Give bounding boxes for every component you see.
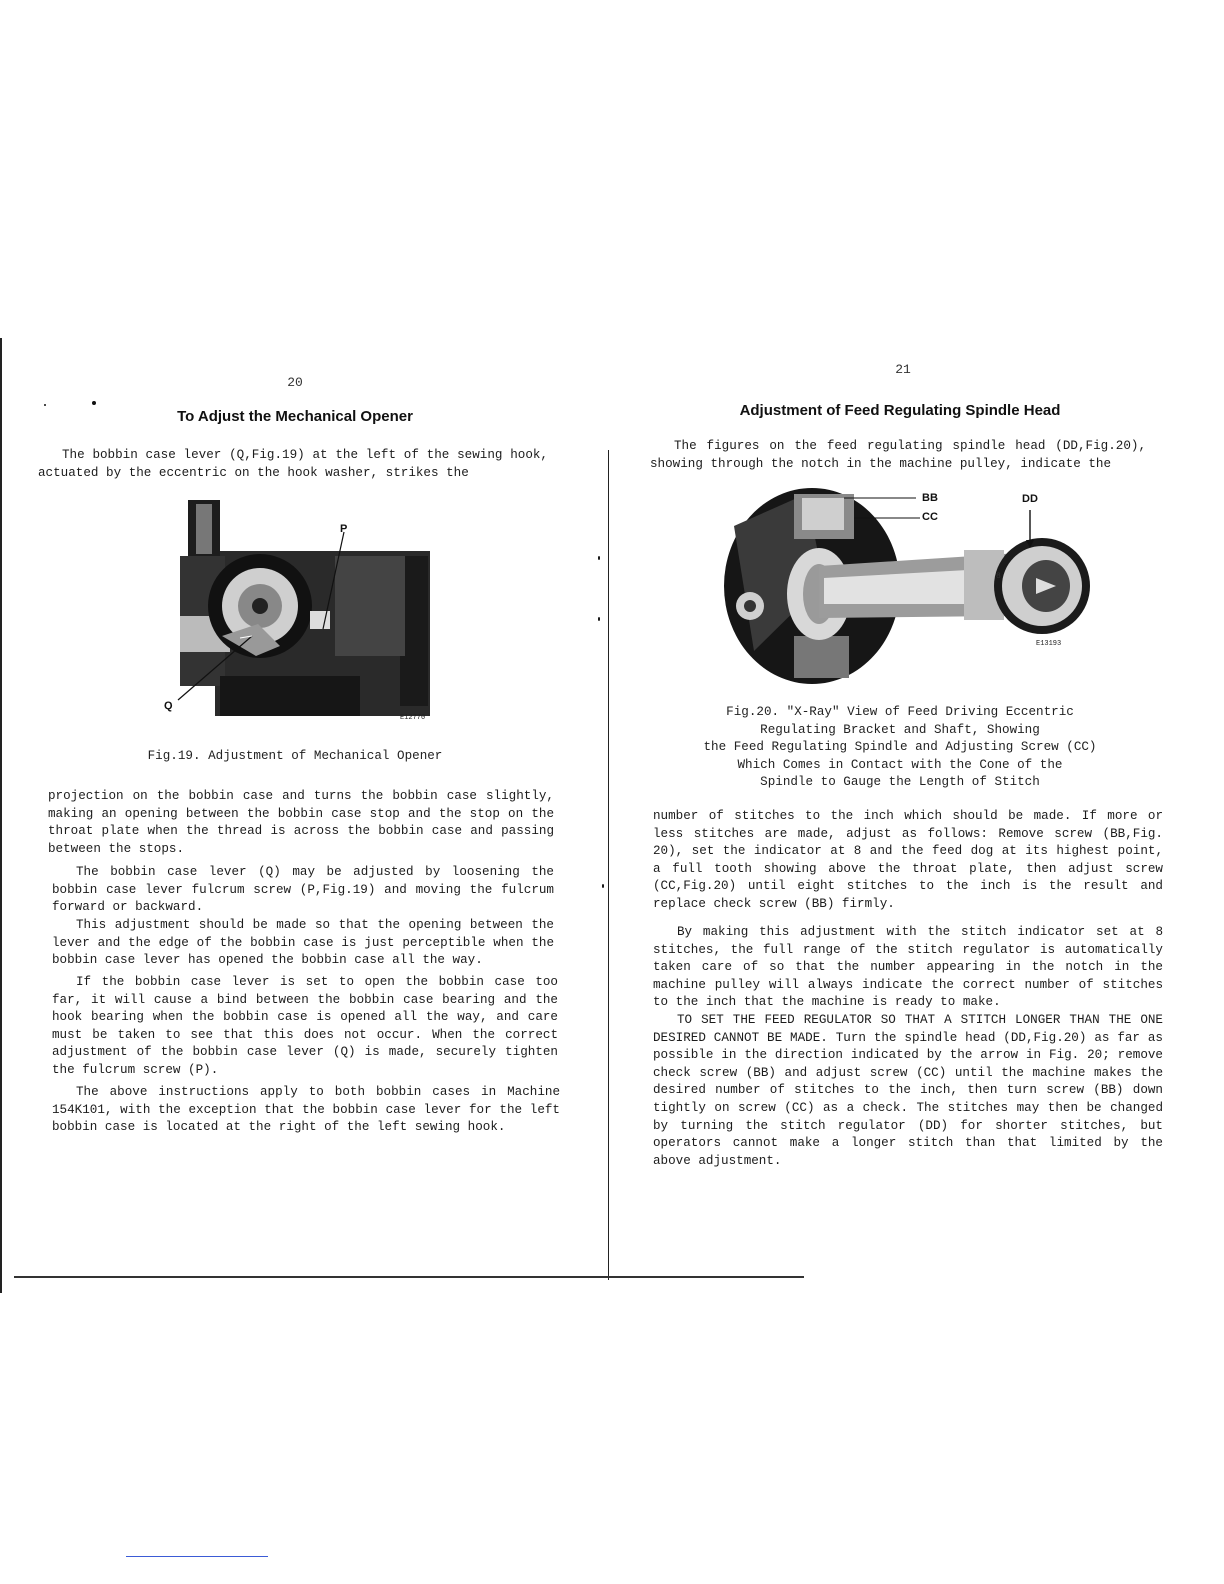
left-paragraph-4: If the bobbin case lever is set to open the bobbin case too far, it will cause a bind between the bobbin case bearing and the hook bearing when the bobbin case is opened all the way, and care must be taken to see that this does not occur. When the correct adjustment of the bobbin case lever (Q) is made, securely tighten the fulcrum screw (P). — [52, 975, 558, 1077]
speck — [598, 556, 600, 560]
figure-code: E12770 — [400, 714, 426, 722]
left-paragraph-1: projection on the bobbin case and turns the bobbin case slightly, making an opening between the bobbin case stop and the stop on the throat plate when the thread is across the bobbin case and passing between the stops. — [48, 789, 554, 856]
blue-underline — [126, 1556, 268, 1557]
figure-20-caption — [650, 704, 1150, 792]
caption-line: Which Comes in Contact with the Cone of the — [737, 757, 1063, 772]
speck — [44, 404, 46, 406]
left-paragraph-5: The above instructions apply to both bobbin cases in Machine 154K101, with the exception that the bobbin case lever for the left bobbin case is located at the right of the left sewing hook. — [52, 1085, 560, 1135]
bobbin-case-illustration — [160, 496, 440, 726]
caption-line: the Feed Regulating Spindle and Adjusting Screw (CC) — [703, 740, 1097, 754]
left-paragraph-2: The bobbin case lever (Q) may be adjusted by loosening the bobbin case lever fulcrum screw (P,Fig.19) and moving the fulcrum forward or backward. — [52, 865, 554, 915]
left-intro-paragraph: The bobbin case lever (Q,Fig.19) at the left of the sewing hook, actuated by the eccentric on the hook washer, strikes the — [38, 448, 548, 480]
page-number-left: 20 — [287, 375, 303, 390]
dial-number: 8 — [996, 572, 1001, 581]
label-p: P — [340, 523, 348, 535]
left-margin-line — [0, 338, 2, 1293]
caption-line: Spindle to Gauge the Length of Stitch — [760, 775, 1040, 789]
left-paragraph-3: This adjustment should be made so that the opening between the lever and the edge of the bobbin case is just perceptible when the bobbin case lever has opened the bobbin case all the way. — [52, 918, 554, 968]
speck — [598, 617, 600, 621]
right-page-title: Adjustment of Feed Regulating Spindle Head — [739, 402, 1061, 419]
speck — [602, 884, 604, 888]
speck — [92, 401, 96, 405]
label-cc: CC — [922, 511, 938, 523]
left-page-title: To Adjust the Mechanical Opener — [177, 408, 413, 425]
spine-line — [608, 450, 609, 1280]
page-number-right: 21 — [895, 362, 911, 377]
caption-line: Regulating Bracket and Shaft, Showing — [760, 722, 1040, 737]
figure-20 — [724, 486, 1114, 686]
right-paragraph-2: By making this adjustment with the stitch indicator set at 8 stitches, the full range of the stitch regulator is automatically taken care of so that the number appearing in the notch in the machine pulley will always indicate the correct number of stitches to the inch that the machine is ready to make. — [653, 925, 1163, 1010]
label-bb: BB — [922, 492, 938, 504]
spindle-xray-illustration — [724, 486, 1114, 686]
caption-line: Fig.20. "X-Ray" View of Feed Driving Eccentric — [726, 705, 1074, 719]
figure-19-caption: Fig.19. Adjustment of Mechanical Opener — [147, 749, 443, 763]
right-paragraph-3: TO SET THE FEED REGULATOR SO THAT A STITCH LONGER THAN THE ONE DESIRED CANNOT BE MADE. Turn the spindle head (DD,Fig.20) as far as possible in the direction indicated by the arrow in Fig. 20; remove check screw (BB) and adjust screw (CC) until the machine makes the desired number of stitches to the inch, then turn screw (BB) down tightly on screw (CC) as a check. The stitches may then be changed by turning the stitch regulator (DD) for shorter stitches, but operators cannot make a longer stitch than that limited by the above adjustment. — [653, 1013, 1163, 1168]
figure-code: E13193 — [1036, 640, 1062, 648]
right-paragraph-1: number of stitches to the inch which should be made. If more or less stitches are made, adjust as follows: Remove screw (BB,Fig. 20), set the indicator at 8 and the feed dog at its highest point, a full tooth showing above the throat plate, then adjust screw (CC,Fig.20) until eight stitches to the inch is the result and replace check screw (BB) firmly. — [653, 809, 1163, 911]
label-q: Q — [164, 700, 173, 712]
right-intro-paragraph: The figures on the feed regulating spindle head (DD,Fig.20), showing through the notch in the machine pulley, indicate the — [650, 439, 1146, 471]
label-dd: DD — [1022, 493, 1038, 505]
figure-19 — [160, 496, 440, 726]
bottom-edge-line — [14, 1276, 804, 1278]
